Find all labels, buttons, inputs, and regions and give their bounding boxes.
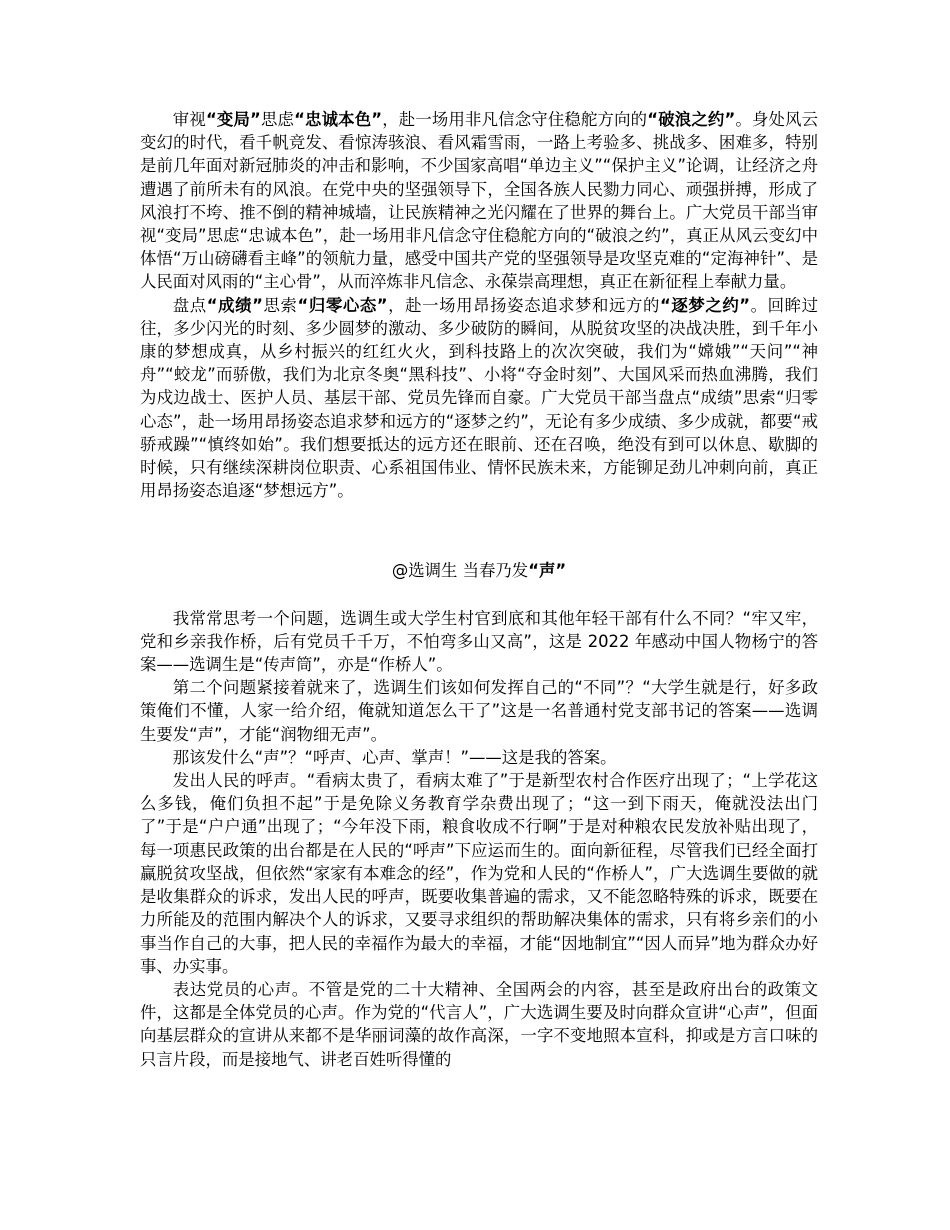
paragraph-body: 身处风云变幻的时代，看千帆竞发、看惊涛骇浪、看风霜雪雨，一路上考验多、挑战多、困难多，特别是前几年面对新冠肺炎的冲击和影响，不少国家高唱“单边主义”“保护主义”论调，让经济之舟遭遇了前所未有的风浪。在党中央的坚强领导下，全国各族人民勠力同心、顽强拼搏，形成了风浪打不垮、推不倒的精神城墙，让民族精神之光闪耀在了世界的舞台上。广大党员干部当审视“变局”思虑“忠诚本色”，赴一场用非凡信念守住稳舵方向的“破浪之约”，真正从风云变幻中体悟“万山磅礴看主峰”的领航力量，感受中国共产党的坚强领导是攻坚克难的“定海神针”、是人民面对风雨的“主心骨”，从而淬炼非凡信念、永葆崇高理想，真正在新征程上奉献力量。 <box>140 110 819 292</box>
section-title-keyword: “声” <box>528 561 567 581</box>
lead-text: 思索 <box>262 295 298 315</box>
lead-text: ，赴一场用昂扬姿态追求梦和远方的 <box>387 295 660 315</box>
document-page <box>140 108 818 1071</box>
paragraph-achievements <box>140 294 818 503</box>
paragraph: 发出人民的呼声。“看病太贵了，看病太难了”于是新型农村合作医疗出现了；“上学花这么多钱，俺们负担不起”于是免除义务教育学杂费出现了；“这一到下雨天，俺就没法出门了”于是“户户通”出现了；“今年没下雨，粮食收成不行啊”于是对种粮农民发放补贴出现了，每一项惠民政策的出台都是在人民的“呼声”下应运而生的。面向新征程，尽管我们已经全面打赢脱贫攻坚战，但依然“家家有本难念的经”，作为党和人民的“作桥人”，广大选调生要做的就是收集群众的诉求，发出人民的呼声，既要收集普遍的需求，又不能忽略特殊的诉求，既要在力所能及的范围内解决个人的诉求，又要寻求组织的帮助解决集体的需求，只有将乡亲们的小事当作自己的大事，把人民的幸福作为最大的幸福，才能“因地制宜”“因人而异”地为群众办好事、办实事。 <box>140 771 818 976</box>
section-title-text: @选调生 当春乃发 <box>391 561 529 581</box>
paragraph: 表达党员的心声。不管是党的二十大精神、全国两会的内容，甚至是政府出台的政策文件，这都是全体党员的心声。作为党的“代言人”，广大选调生要及时向群众宣讲“心声”，但面向基层群众的宣讲从来都不是华丽词藻的故作高深，一字不变地照本宣科，抑或是方言口味的只言片段，而是接地气、讲老百姓听得懂的 <box>140 979 818 1069</box>
paragraph: 那该发什么“声”？“呼声、心声、掌声！”——这是我的答案。 <box>172 747 617 767</box>
paragraph: 第二个问题紧接着就来了，选调生们该如何发挥自己的“不同”？“大学生就是行，好多政策俺们不懂，人家一给介绍，俺就知道怎么干了”这是一名普通村党支部书记的答案——选调生要发“声”，才能“润物细无声”。 <box>140 678 818 744</box>
lead-keyword: “成绩” <box>206 295 263 315</box>
paragraph-change-situation <box>140 108 818 294</box>
lead-text: ，赴一场用非凡信念守住稳舵方向的 <box>382 110 648 129</box>
lead-keyword: “变局” <box>205 110 261 129</box>
lead-keyword: “忠诚本色” <box>294 110 383 129</box>
lead-keyword: “破浪之约” <box>647 110 736 129</box>
lead-keyword: “归零心态” <box>297 295 388 315</box>
paragraph-body: 回眸过往，多少闪光的时刻、多少圆梦的激动、多少破防的瞬间，从脱贫攻坚的决战决胜，到千年小康的梦想成真，从乡村振兴的红红火火，到科技路上的次次突破，我们为“嫦娥”“天问”“神舟”“蛟龙”而骄傲，我们为北京冬奥“黑科技”、小将“夺金时刻”、大国风采而热血沸腾，我们为戍边战士、医护人员、基层干部、党员先锋而自豪。广大党员干部当盘点“成绩”思索“归零心态”，赴一场用昂扬姿态追求梦和远方的“逐梦之约”，无论有多少成绩、多少成就，都要“戒骄戒躁”“慎终如始”。我们想要抵达的远方还在眼前、还在召唤，绝没有到可以休息、歇脚的时候，只有继续深耕岗位职责、心系祖国伟业、情怀民族未来，方能铆足劲儿冲刺向前，真正用昂扬姿态追逐“梦想远方”。 <box>140 295 819 501</box>
section-title <box>140 559 818 582</box>
lead-text: 思虑 <box>260 110 295 129</box>
lead-text: 。 <box>735 110 752 129</box>
spacer <box>140 583 818 607</box>
lead-text: 。 <box>750 295 768 315</box>
lead-text: 审视 <box>172 110 206 129</box>
paragraph: 我常常思考一个问题，选调生或大学生村官到底和其他年轻干部有什么不同？“牢又牢，党和乡亲我作桥，后有党员千千万，不怕弯多山又高”，这是 2022 年感动中国人物杨宁的答案——选调生是“传声筒”，亦是“作桥人”。 <box>140 608 818 675</box>
lead-text: 盘点 <box>172 295 207 315</box>
lead-keyword: “逐梦之约” <box>659 295 751 315</box>
